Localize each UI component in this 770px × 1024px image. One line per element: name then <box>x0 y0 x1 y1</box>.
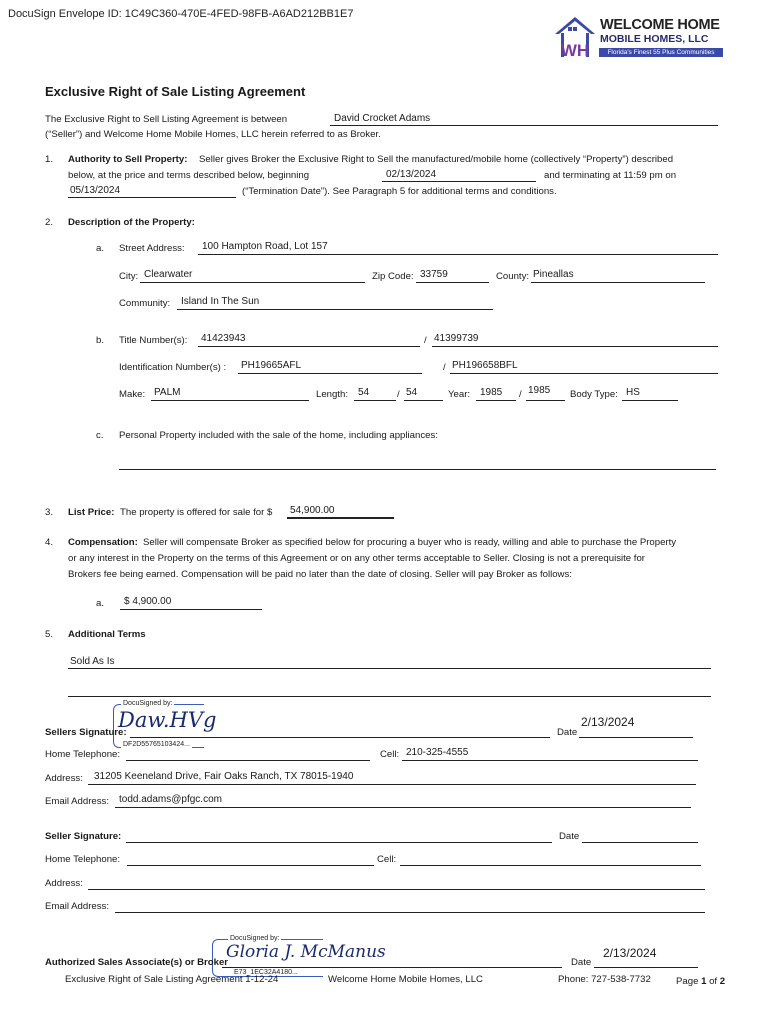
section1-text2b: and terminating at 11:59 pm on <box>544 170 677 181</box>
begin-date-line <box>382 181 536 182</box>
seller2-phone-field[interactable] <box>127 865 374 866</box>
seller2-date-label: Date <box>559 831 580 842</box>
seller1-date-label: Date <box>557 727 578 738</box>
title-number1-field[interactable]: 41423943 <box>201 333 246 344</box>
seller-signature[interactable]: Daw.HVg <box>118 708 217 732</box>
length1-line <box>354 400 396 401</box>
title-number-label: Title Number(s): <box>119 335 188 346</box>
body-type-field[interactable]: HS <box>626 387 640 398</box>
logo-tagline: Florida's Finest 55 Plus Communities <box>599 48 723 57</box>
section1-text1: Seller gives Broker the Exclusive Right to Sell the manufactured/mobile home (collectively “Property”) described <box>199 154 674 165</box>
seller1-address-label: Address: <box>45 773 83 784</box>
docusigned-label-associate: DocuSigned by: <box>230 935 280 942</box>
seller-signature-line <box>130 737 550 738</box>
year-label: Year: <box>448 389 471 400</box>
section5-heading: Additional Terms <box>68 629 146 640</box>
associate-signature[interactable]: Gloria J. McManus <box>226 942 386 962</box>
footer-document-name: Exclusive Right of Sale Listing Agreement 1-12-24 <box>65 974 279 985</box>
section1-text2a: below, at the price and terms described below, beginning <box>68 170 310 181</box>
end-date-line <box>68 197 236 198</box>
logo-line1: WELCOME HOME <box>600 17 720 33</box>
associate-signature-label: Authorized Sales Associate(s) or Broker <box>45 957 229 968</box>
length1-field[interactable]: 54 <box>358 387 370 398</box>
county-field[interactable]: Pineallas <box>533 269 574 280</box>
seller1-address-field[interactable]: 31205 Keeneland Drive, Fair Oaks Ranch, TX 78015-1940 <box>94 771 354 782</box>
city-field[interactable]: Clearwater <box>144 269 193 280</box>
sellers-signature-label: Sellers Signature: <box>45 727 127 738</box>
city-line <box>140 282 365 283</box>
street-address-line <box>198 254 718 255</box>
zip-line <box>416 282 489 283</box>
seller2-date-field[interactable] <box>582 842 698 843</box>
seller2-phone-label: Home Telephone: <box>45 854 121 865</box>
section1-number: 1. <box>45 154 54 165</box>
length2-line <box>404 400 443 401</box>
street-address-label: Street Address: <box>119 243 185 254</box>
seller2-signature-field[interactable] <box>126 842 552 843</box>
county-label: County: <box>496 271 530 282</box>
footer-page-number <box>676 976 725 987</box>
seller2-address-label: Address: <box>45 878 83 889</box>
house-logo-icon <box>552 14 598 60</box>
section4-text2: or any interest in the Property on the terms of this Agreement or on any other terms acceptable to Seller. Closing is not a prerequisite for <box>68 553 645 564</box>
year1-line <box>476 400 516 401</box>
title2-line <box>432 346 718 347</box>
seller1-phone-label: Home Telephone: <box>45 749 121 760</box>
body-type-label: Body Type: <box>570 389 618 400</box>
end-date-field[interactable]: 05/13/2024 <box>70 185 121 196</box>
length2-field[interactable]: 54 <box>406 387 418 398</box>
year1-field[interactable]: 1985 <box>480 387 503 398</box>
section4-heading: Compensation: <box>68 537 138 548</box>
make-line <box>151 400 309 401</box>
list-price-text: The property is offered for sale for $ <box>120 507 273 518</box>
id-number1-field[interactable]: PH19665AFL <box>241 360 302 371</box>
section4-text3: Brokers fee being earned. Compensation will be paid no later than the date of closing. Seller will pay Broker as follows: <box>68 569 572 580</box>
page-prefix: Page <box>676 976 699 987</box>
seller2-email-field[interactable] <box>115 912 705 913</box>
length-label: Length: <box>316 389 349 400</box>
section2-heading: Description of the Property: <box>68 217 195 228</box>
page-of: of <box>709 976 718 987</box>
item-a-label: a. <box>96 243 105 254</box>
seller2-email-label: Email Address: <box>45 901 109 912</box>
city-label: City: <box>119 271 139 282</box>
year2-line <box>526 400 565 401</box>
seller2-cell-field[interactable] <box>400 865 701 866</box>
seller-name-line <box>330 125 718 126</box>
section1-text3: (“Termination Date”). See Paragraph 5 for additional terms and conditions. <box>242 186 557 197</box>
page-total: 2 <box>719 976 726 987</box>
seller1-phone-field[interactable] <box>126 760 370 761</box>
associate-signature-id: E73_1EC32A4180... <box>234 969 298 976</box>
section2-number: 2. <box>45 217 54 228</box>
length-slash: / <box>397 389 400 400</box>
zip-field[interactable]: 33759 <box>420 269 448 280</box>
seller2-address-field[interactable] <box>88 889 705 890</box>
id-number-label: Identification Number(s) : <box>119 362 227 373</box>
docusigned-label-seller: DocuSigned by: <box>123 700 173 707</box>
seller1-address-line <box>88 784 696 785</box>
zip-label: Zip Code: <box>372 271 414 282</box>
compensation-field[interactable]: $ 4,900.00 <box>124 596 172 607</box>
seller1-email-field[interactable]: todd.adams@pfgc.com <box>119 794 222 805</box>
seller1-date-field[interactable]: 2/13/2024 <box>581 715 635 729</box>
street-address-field[interactable]: 100 Hampton Road, Lot 157 <box>202 241 328 252</box>
footer-phone: Phone: 727-538-7732 <box>558 974 651 985</box>
section5-number: 5. <box>45 629 54 640</box>
id1-line <box>238 373 422 374</box>
make-label: Make: <box>119 389 146 400</box>
item-b-label: b. <box>96 335 105 346</box>
title1-line <box>198 346 420 347</box>
title-slash: / <box>424 335 427 346</box>
company-logo <box>552 14 724 62</box>
list-price-line <box>287 517 394 519</box>
seller1-cell-label: Cell: <box>380 749 400 760</box>
compensation-line <box>120 609 262 610</box>
item-4a-label: a. <box>96 598 105 609</box>
footer-company: Welcome Home Mobile Homes, LLC <box>328 974 483 985</box>
item-c-label: c. <box>96 430 104 441</box>
additional-terms-line2[interactable] <box>68 696 711 697</box>
list-price-field[interactable]: 54,900.00 <box>290 505 335 516</box>
associate-signature-line <box>222 967 562 968</box>
seller1-cell-line <box>402 760 698 761</box>
body-type-line <box>622 400 678 401</box>
page-current: 1 <box>701 976 707 987</box>
intro-prefix: The Exclusive Right to Sell Listing Agreement is between <box>45 114 288 125</box>
seller2-signature-label: Seller Signature: <box>45 831 122 842</box>
logo-line2: MOBILE HOMES, LLC <box>600 33 709 45</box>
envelope-id: DocuSign Envelope ID: 1C49C360-470E-4FED-98FB-A6AD212BB1E7 <box>8 8 354 20</box>
additional-terms-line1 <box>68 668 711 669</box>
community-label: Community: <box>119 298 171 309</box>
year2-field[interactable]: 1985 <box>528 385 551 396</box>
section4-number: 4. <box>45 537 54 548</box>
section1-heading: Authority to Sell Property: <box>68 154 188 165</box>
seller-name-field[interactable]: David Crocket Adams <box>334 113 431 124</box>
seller2-cell-label: Cell: <box>377 854 397 865</box>
seller1-date-line <box>579 737 693 738</box>
associate-date-label: Date <box>571 957 592 968</box>
associate-date-line <box>594 967 698 968</box>
county-line <box>531 282 705 283</box>
community-line <box>177 309 493 310</box>
section3-heading: List Price: <box>68 507 115 518</box>
community-field[interactable]: Island In The Sun <box>181 296 260 307</box>
make-field[interactable]: PALM <box>154 387 181 398</box>
seller1-email-label: Email Address: <box>45 796 109 807</box>
section4-text1: Seller will compensate Broker as specified below for procuring a buyer who is ready, willing and able to purchase the Property <box>143 537 677 548</box>
intro-line2: (“Seller”) and Welcome Home Mobile Homes, LLC herein referred to as Broker. <box>45 129 381 140</box>
id2-line <box>450 373 718 374</box>
id-number2-field[interactable]: PH196658BFL <box>452 360 518 371</box>
seller1-cell-field[interactable]: 210-325-4555 <box>406 747 469 758</box>
begin-date-field[interactable]: 02/13/2024 <box>386 169 437 180</box>
additional-terms-field[interactable]: Sold As Is <box>70 656 115 667</box>
id-slash: / <box>443 362 446 373</box>
personal-property-field[interactable] <box>119 469 716 470</box>
seller1-email-line <box>115 807 691 808</box>
document-title: Exclusive Right of Sale Listing Agreement <box>45 84 306 99</box>
logo-monogram: WH <box>560 41 590 60</box>
associate-date-field[interactable]: 2/13/2024 <box>603 946 657 960</box>
year-slash: / <box>519 389 522 400</box>
seller-signature-id: DF2D55765103424... <box>123 741 190 748</box>
section3-number: 3. <box>45 507 54 518</box>
personal-property-label: Personal Property included with the sale of the home, including appliances: <box>119 430 438 441</box>
title-number2-field[interactable]: 41399739 <box>434 333 479 344</box>
